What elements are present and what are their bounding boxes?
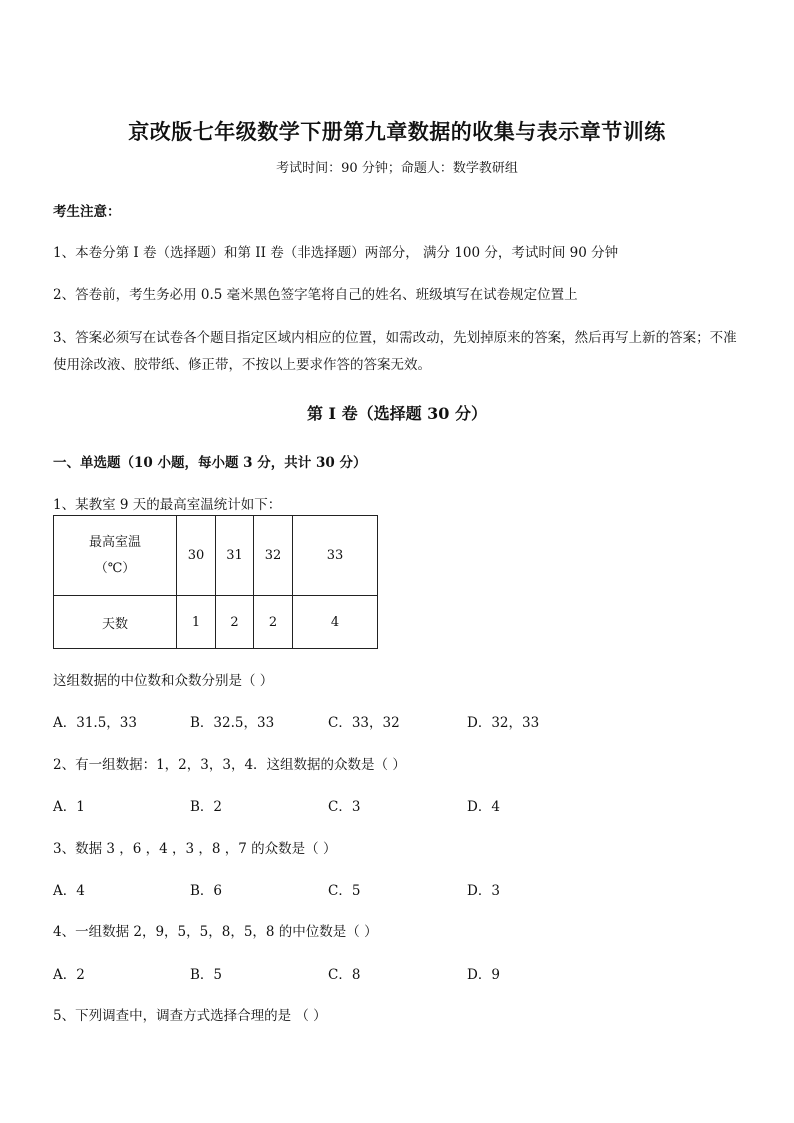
question-4-stem: 4、一组数据 2，9，5，5，8，5，8 的中位数是（ ）	[53, 924, 378, 940]
table-cell: 4	[293, 596, 378, 649]
section-title: 第 I 卷（选择题 30 分）	[306, 404, 488, 423]
option-b[interactable]: B．5	[190, 967, 223, 983]
option-d[interactable]: D．9	[467, 967, 500, 983]
table-header-cell: 天数	[54, 596, 177, 649]
option-d[interactable]: D．3	[467, 883, 500, 899]
question-3-stem: 3、数据 3 ，6 ，4 ，3 ，8 ，7 的众数是（ ）	[53, 841, 337, 857]
option-b[interactable]: B．2	[190, 799, 223, 815]
question-1-options	[53, 711, 733, 731]
option-a[interactable]: A．2	[53, 967, 85, 983]
table-cell: 30	[177, 516, 216, 596]
table-cell: 2	[216, 596, 254, 649]
option-c[interactable]: C．5	[328, 883, 361, 899]
table-row	[54, 516, 378, 596]
question-3-options	[53, 879, 733, 899]
option-a[interactable]: A．4	[53, 883, 85, 899]
option-d[interactable]: D．32，33	[467, 715, 540, 731]
table-cell: 32	[254, 516, 293, 596]
notice-item-1: 1、本卷分第 I 卷（选择题）和第 II 卷（非选择题）两部分， 满分 100 分，考试时间 90 分钟	[53, 245, 619, 261]
notice-item-2: 2、答卷前，考生务必用 0.5 毫米黑色签字笔将自己的姓名、班级填写在试卷规定位置上	[53, 287, 578, 303]
exam-title: 京改版七年级数学下册第九章数据的收集与表示章节训练	[128, 119, 666, 144]
notice-item-3: 3、答案必须写在试卷各个题目指定区域内相应的位置，如需改动，先划掉原来的答案，然后再写上新的答案；不准使用涂改液、胶带纸、修正带，不按以上要求作答的答案无效。	[53, 330, 737, 373]
table-header-cell	[54, 516, 177, 596]
question-1-stem: 1、某教室 9 天的最高室温统计如下：	[53, 497, 282, 513]
exam-subtitle: 考试时间：90 分钟；命题人：数学教研组	[276, 161, 518, 176]
table-cell: 31	[216, 516, 254, 596]
table-cell: 1	[177, 596, 216, 649]
table-cell: 33	[293, 516, 378, 596]
table-row	[54, 596, 378, 649]
notice-heading: 考生注意：	[53, 204, 121, 220]
question-1-followup: 这组数据的中位数和众数分别是（ ）	[53, 673, 274, 689]
part-heading: 一、单选题（10 小题，每小题 3 分，共计 30 分）	[53, 455, 367, 471]
question-2-options	[53, 795, 733, 815]
question-4-options	[53, 963, 733, 983]
temperature-table	[53, 515, 378, 649]
option-b[interactable]: B．6	[190, 883, 223, 899]
option-d[interactable]: D．4	[467, 799, 500, 815]
option-a[interactable]: A．1	[53, 799, 85, 815]
temp-unit: （℃）	[94, 560, 136, 576]
question-2-stem: 2、有一组数据：1，2，3，3，4．这组数据的众数是（ ）	[53, 757, 406, 773]
temp-label: 最高室温	[88, 534, 141, 550]
option-a[interactable]: A．31.5，33	[53, 715, 137, 731]
table-cell: 2	[254, 596, 293, 649]
option-c[interactable]: C．8	[328, 967, 361, 983]
option-b[interactable]: B．32.5，33	[190, 715, 275, 731]
option-c[interactable]: C．33，32	[328, 715, 400, 731]
question-5-stem: 5、下列调查中，调查方式选择合理的是 （ ）	[53, 1008, 327, 1024]
option-c[interactable]: C．3	[328, 799, 361, 815]
